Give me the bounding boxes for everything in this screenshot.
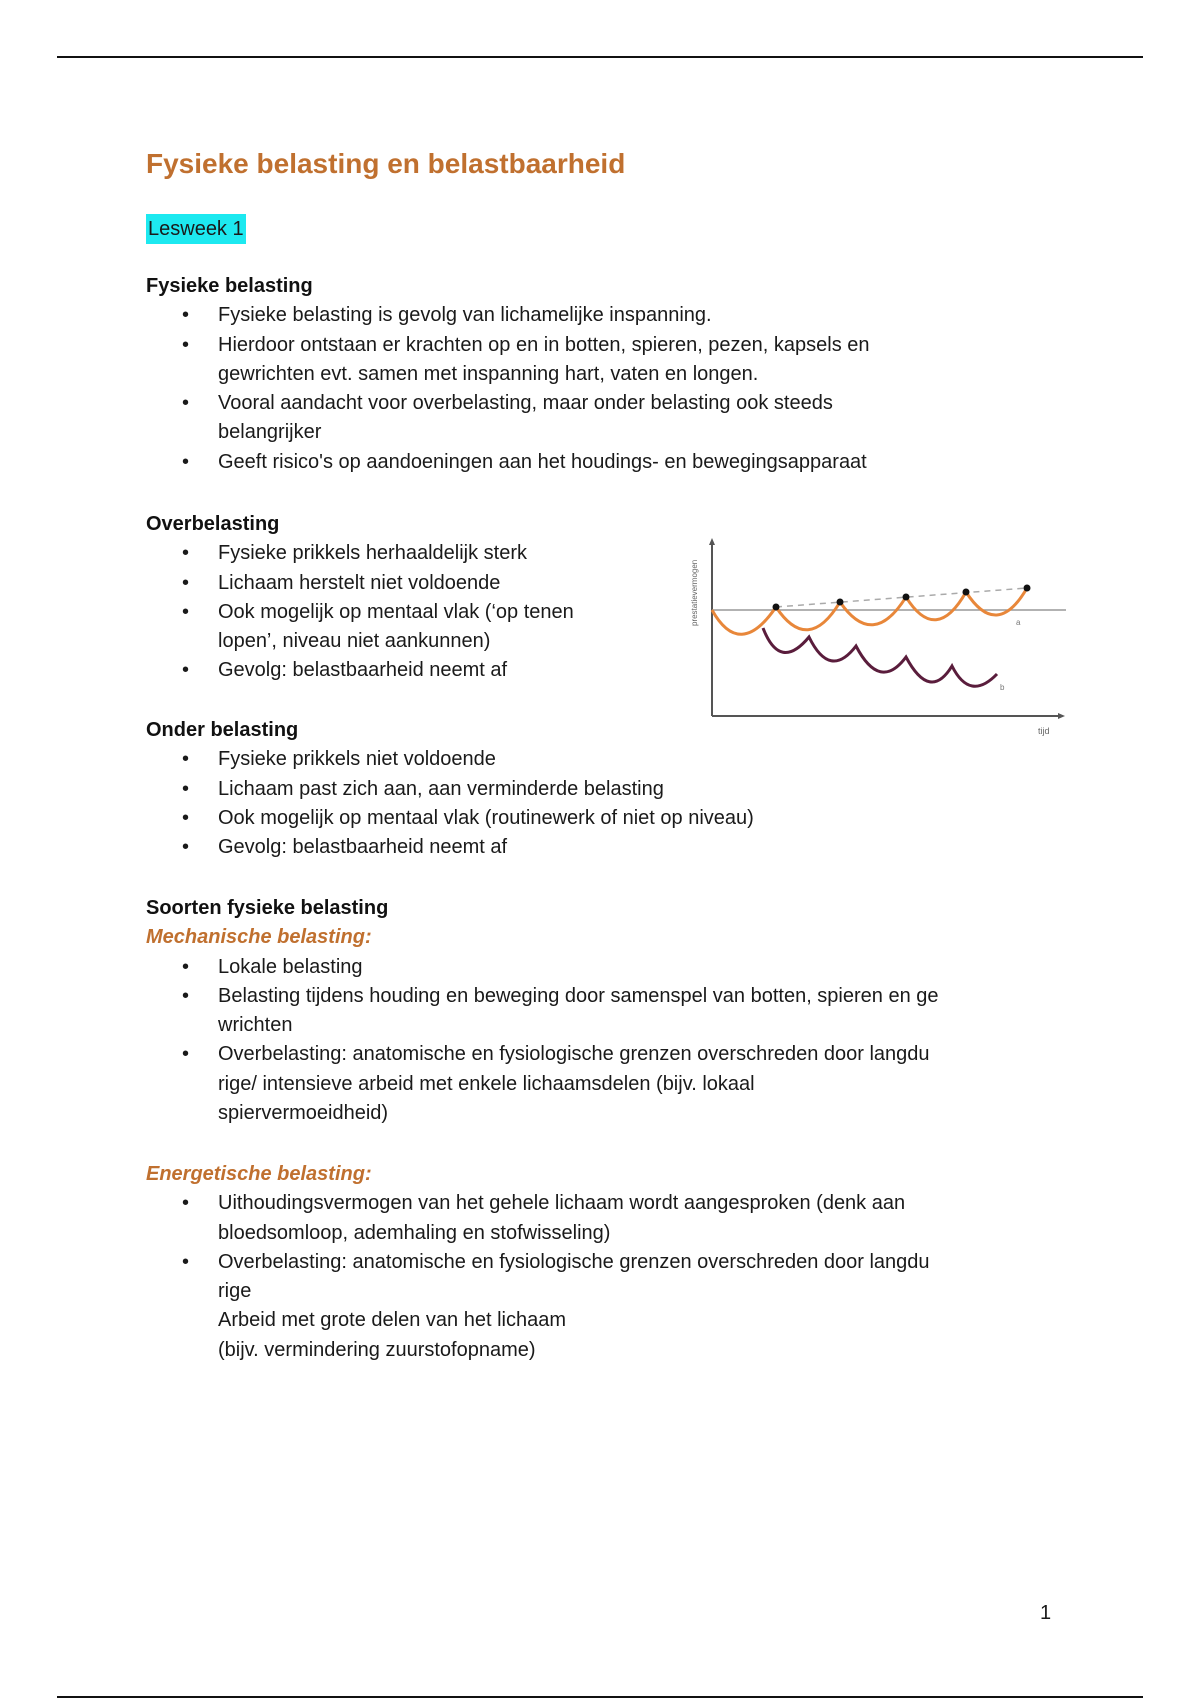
y-axis-label: prestatievermogen <box>690 559 699 626</box>
bullet-icon: • <box>182 1250 190 1273</box>
list-item-text: (bijv. vermindering zuurstofopname) <box>218 1338 536 1361</box>
list-item-text: rige/ intensieve arbeid met enkele lichaamsdelen (bijv. lokaal <box>218 1072 755 1095</box>
peak-marker <box>837 599 844 606</box>
list-item-text: gewrichten evt. samen met inspanning hart, vaten en longen. <box>218 362 759 385</box>
list-item-text: Fysieke belasting is gevolg van lichamelijke inspanning. <box>218 304 712 327</box>
list-item-text: Fysieke prikkels herhaaldelijk sterk <box>218 542 528 565</box>
section-soorten <box>146 894 939 1128</box>
bullet-icon: • <box>182 542 190 565</box>
list-item-text: Lokale belasting <box>218 955 363 978</box>
section-heading: Onder belasting <box>146 719 299 741</box>
section-heading: Soorten fysieke belasting <box>146 897 389 919</box>
bullet-icon: • <box>182 450 190 473</box>
list-item <box>146 1248 930 1365</box>
list-item <box>146 598 574 657</box>
list-item-text: Hierdoor ontstaan er krachten op en in botten, spieren, pezen, kapsels en <box>218 333 870 356</box>
header-rule <box>57 56 1143 58</box>
peak-marker <box>1024 585 1031 592</box>
list-item <box>146 539 574 568</box>
peak-marker <box>903 594 910 601</box>
bullet-icon: • <box>182 1192 190 1215</box>
section-subheading: Mechanische belasting: <box>146 926 372 949</box>
list-item <box>146 775 754 804</box>
list-item-text: Uithoudingsvermogen van het gehele lichaam wordt aangesproken (denk aan <box>218 1192 906 1215</box>
list-item-text: wrichten <box>218 1014 293 1037</box>
y-axis-arrow <box>709 538 715 545</box>
bullet-icon: • <box>182 836 190 859</box>
section-heading: Fysieke belasting <box>146 275 313 297</box>
list-item-text: belangrijker <box>218 421 322 444</box>
bullet-icon: • <box>182 806 190 829</box>
list-item-text: Gevolg: belastbaarheid neemt af <box>218 836 508 859</box>
list-item-text: Belasting tijdens houding en beweging door samenspel van botten, spieren en ge <box>218 984 939 1007</box>
section-fysieke-belasting <box>146 272 870 477</box>
bullet-icon: • <box>182 984 190 1007</box>
list-item <box>146 389 870 448</box>
list-item-text: lopen’, niveau niet aankunnen) <box>218 630 491 653</box>
list-item-text: Lichaam herstelt niet voldoende <box>218 571 501 594</box>
list-item-text: spiervermoeidheid) <box>218 1102 389 1125</box>
list-item-text: Gevolg: belastbaarheid neemt af <box>218 659 508 682</box>
x-axis-label: tijd <box>1038 726 1050 736</box>
footer-rule <box>57 1696 1143 1698</box>
bullet-icon: • <box>182 955 190 978</box>
bullet-icon: • <box>182 600 190 623</box>
list-item-text: Overbelasting: anatomische en fysiologische grenzen overschreden door langdu <box>218 1250 930 1273</box>
list-item <box>146 745 754 774</box>
curve-a <box>712 588 1027 634</box>
list-item-text: Lichaam past zich aan, aan verminderde belasting <box>218 777 664 800</box>
list-item-text: rige <box>218 1280 252 1303</box>
list-item <box>146 569 574 598</box>
week-highlight: Lesweek 1 <box>146 214 246 244</box>
list-item-text: Overbelasting: anatomische en fysiologische grenzen overschreden door langdu <box>218 1043 930 1066</box>
page-number: 1 <box>1040 1602 1052 1624</box>
list-item-text: bloedsomloop, ademhaling en stofwisseling) <box>218 1221 611 1244</box>
list-item-text: Fysieke prikkels niet voldoende <box>218 748 496 771</box>
section-onder-belasting <box>146 716 754 862</box>
list-item-text: Ook mogelijk op mentaal vlak (routinewerk of niet op niveau) <box>218 806 754 829</box>
bullet-icon: • <box>182 748 190 771</box>
peak-marker <box>773 604 780 611</box>
list-item-text: Ook mogelijk op mentaal vlak (‘op tenen <box>218 600 574 623</box>
bullet-icon: • <box>182 304 190 327</box>
list-item <box>146 982 939 1041</box>
section-subheading: Energetische belasting: <box>146 1163 372 1185</box>
section-overbelasting <box>146 510 574 686</box>
list-item <box>146 953 939 982</box>
list-item <box>146 1189 930 1248</box>
bullet-icon: • <box>182 659 190 682</box>
list-item-text: Geeft risico's op aandoeningen aan het houdings- en bewegingsapparaat <box>218 450 867 473</box>
list-item <box>146 448 870 477</box>
list-item <box>146 331 870 390</box>
list-item-text: Arbeid met grote delen van het lichaam <box>218 1309 566 1332</box>
section-energetisch <box>146 1160 930 1365</box>
bullet-icon: • <box>182 333 190 356</box>
list-item-text: Vooral aandacht voor overbelasting, maar onder belasting ook steeds <box>218 392 833 415</box>
peak-marker <box>963 589 970 596</box>
curve-b-label: b <box>1000 683 1005 692</box>
performance-figure <box>670 530 1070 740</box>
curve-a-label: a <box>1016 618 1021 627</box>
page-title: Fysieke belasting en belastbaarheid <box>146 148 626 179</box>
list-item <box>146 656 574 685</box>
bullet-icon: • <box>182 392 190 415</box>
x-axis-arrow <box>1058 713 1065 719</box>
list-item <box>146 804 754 833</box>
list-item <box>146 1040 939 1128</box>
bullet-icon: • <box>182 571 190 594</box>
section-heading: Overbelasting <box>146 513 280 535</box>
bullet-icon: • <box>182 1043 190 1066</box>
list-item <box>146 301 870 330</box>
list-item <box>146 833 754 862</box>
curve-b <box>763 628 997 686</box>
bullet-icon: • <box>182 777 190 800</box>
